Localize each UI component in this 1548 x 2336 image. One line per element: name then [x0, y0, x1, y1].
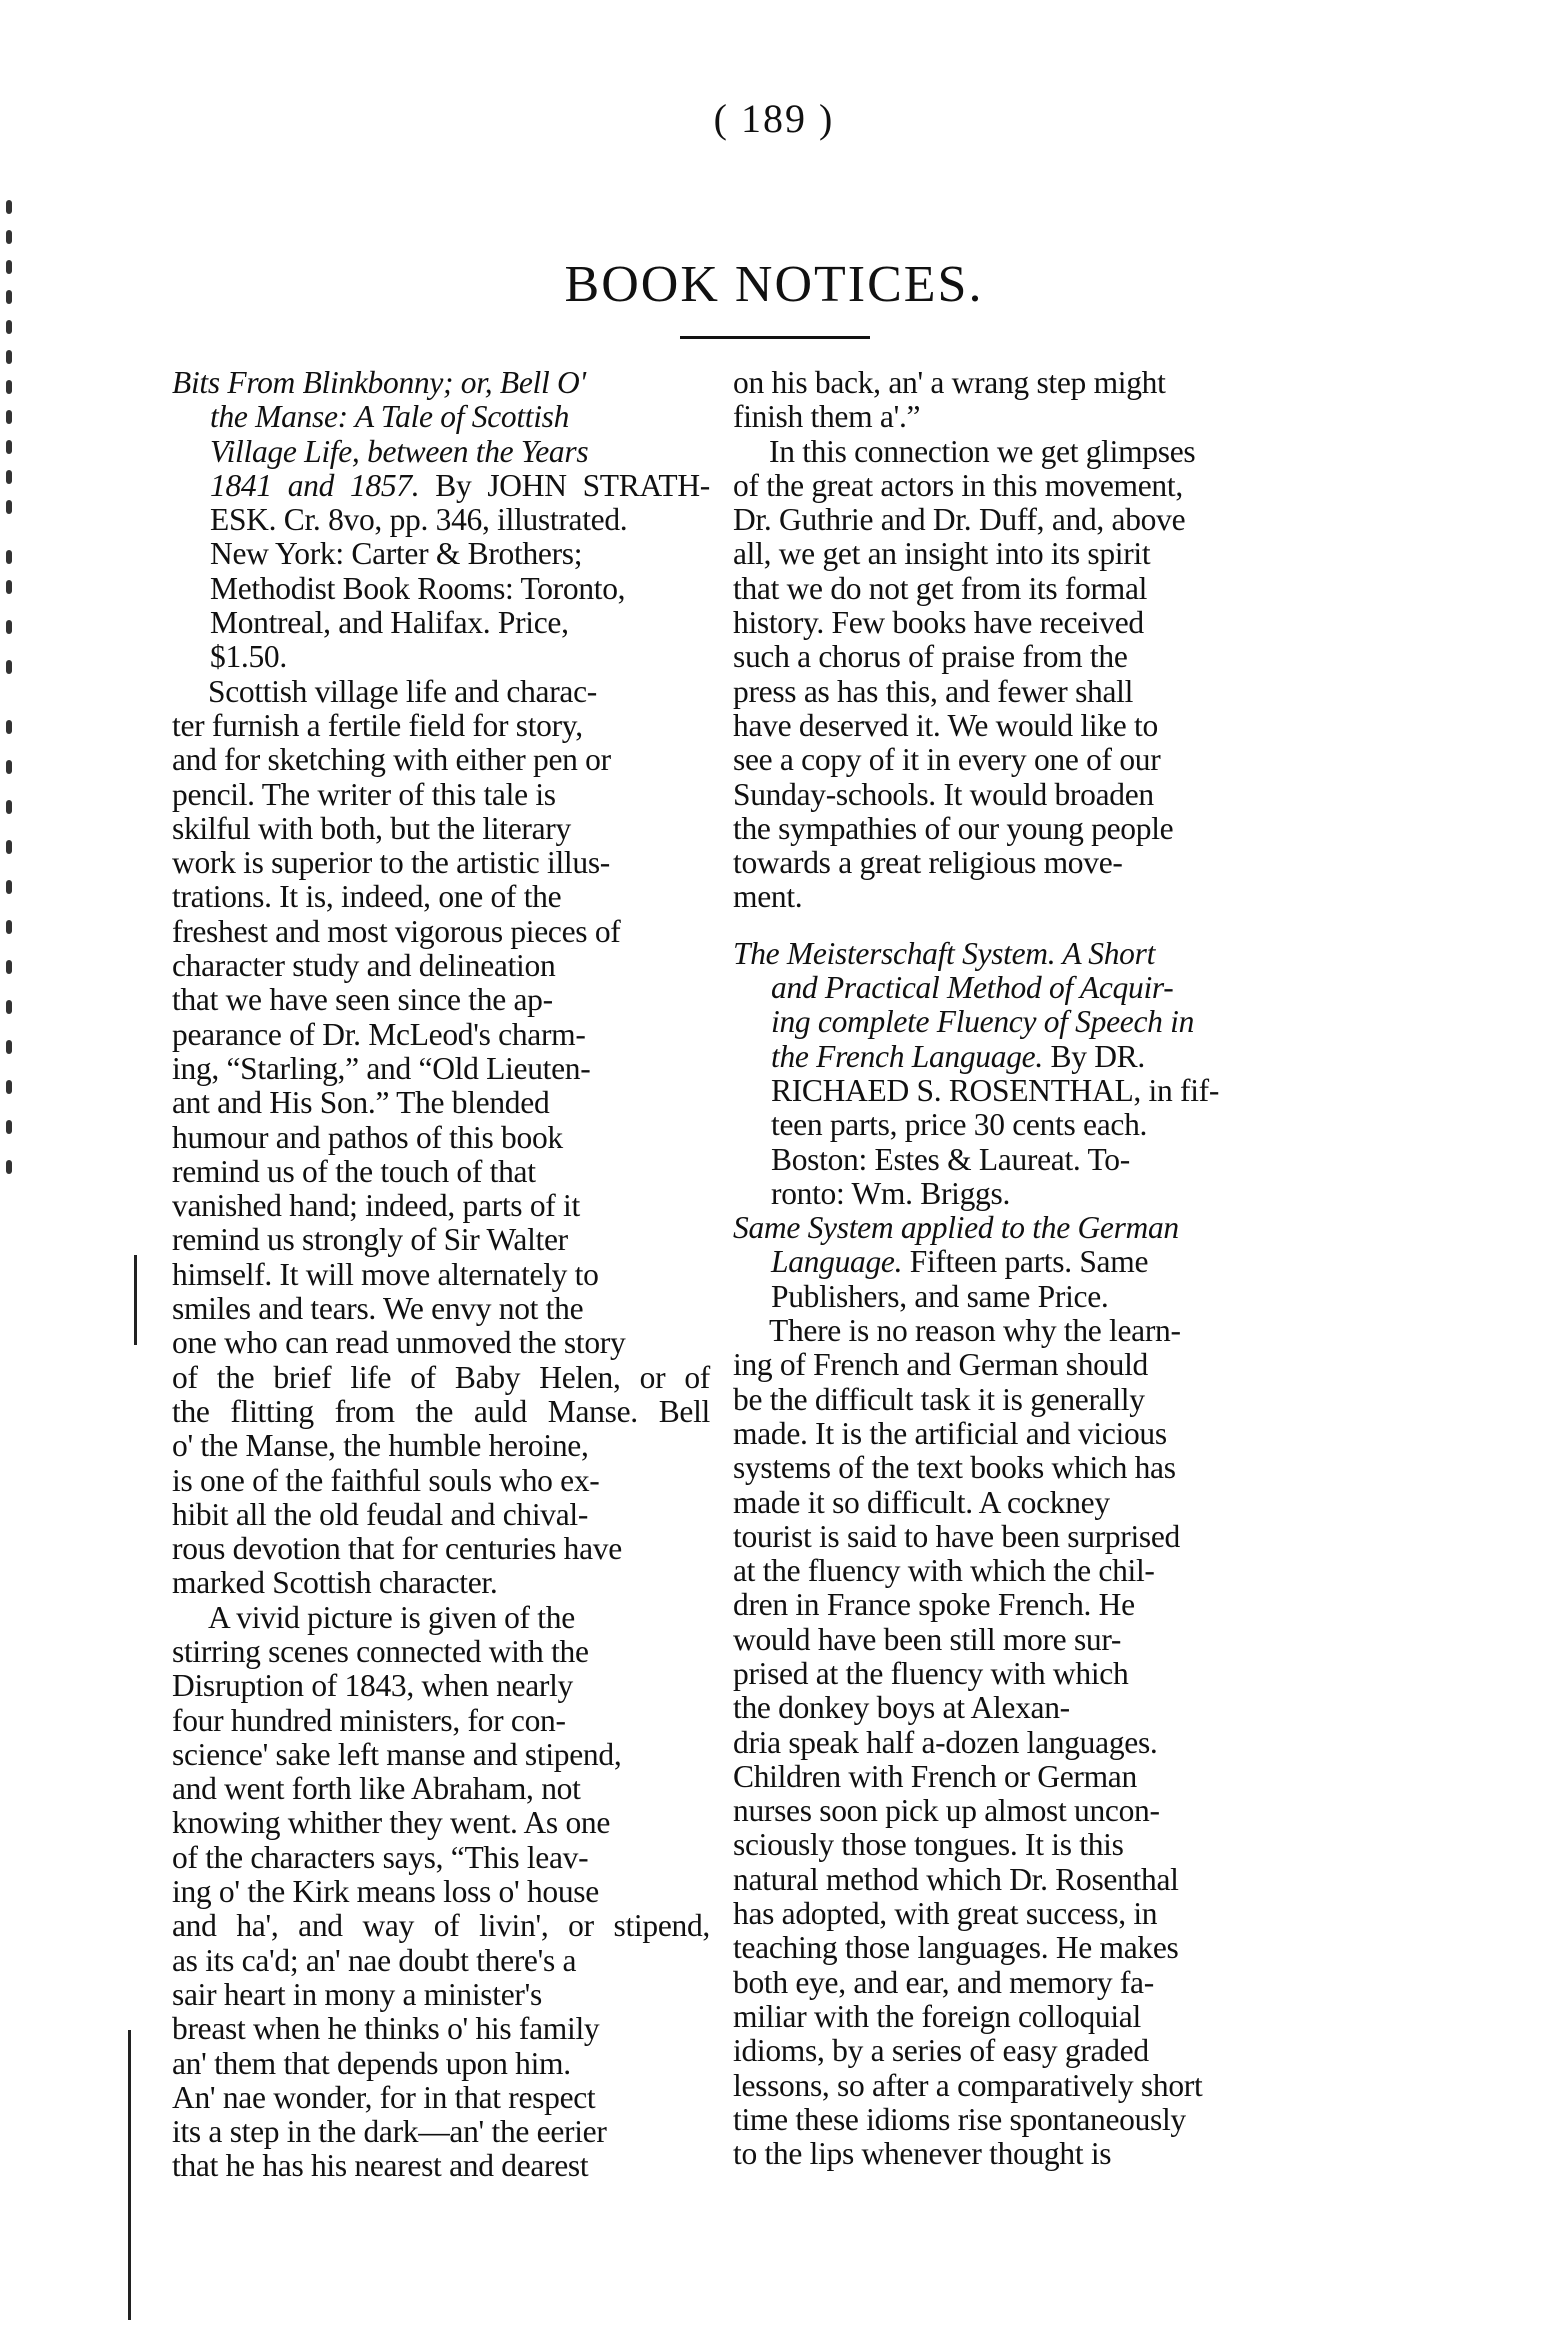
- text-line: trations. It is, indeed, one of the: [172, 879, 562, 915]
- scan-mark: [6, 620, 12, 634]
- text-line: Children with French or German: [733, 1758, 1137, 1794]
- text-line: character study and delineation: [172, 948, 556, 984]
- text-line: and went forth like Abraham, not: [172, 1771, 581, 1807]
- notice-heading-line: New York: Carter & Brothers;: [210, 536, 583, 572]
- scan-mark: [6, 200, 12, 214]
- text-line: dria speak half a-dozen languages.: [733, 1724, 1158, 1760]
- notice-heading-line: Publishers, and same Price.: [771, 1278, 1109, 1314]
- text-line: A vivid picture is given of the: [208, 1599, 575, 1635]
- text-line: science' sake left manse and stipend,: [172, 1736, 622, 1772]
- text-line: idioms, by a series of easy graded: [733, 2033, 1149, 2069]
- scan-mark: [6, 720, 12, 734]
- scan-mark: [6, 290, 12, 304]
- text-line: natural method which Dr. Rosenthal: [733, 1861, 1179, 1897]
- notice-heading-line: Methodist Book Rooms: Toronto,: [210, 570, 626, 606]
- text-line: vanished hand; indeed, parts of it: [172, 1188, 580, 1224]
- text-line: Sunday-schools. It would broaden: [733, 776, 1154, 812]
- text-line: made it so difficult. A cockney: [733, 1484, 1110, 1520]
- notice-heading-line: Bits From Blinkbonny; or, Bell O': [172, 365, 586, 400]
- scan-side-bar: [134, 1255, 137, 1345]
- text-line: as its ca'd; an' nae doubt there's a: [172, 1942, 577, 1978]
- text-line: the donkey boys at Alexan-: [733, 1690, 1070, 1726]
- scan-mark: [6, 1120, 12, 1134]
- scan-mark: [6, 660, 12, 674]
- scan-mark: [6, 920, 12, 934]
- text-line: both eye, and ear, and memory fa-: [733, 1964, 1154, 2000]
- text-line: on his back, an' a wrang step might: [733, 365, 1166, 400]
- text-line: nurses soon pick up almost uncon-: [733, 1793, 1160, 1829]
- scan-mark: [6, 320, 12, 334]
- text-line: would have been still more sur-: [733, 1621, 1122, 1657]
- scan-mark: [6, 230, 12, 244]
- text-line: that he has his nearest and dearest: [172, 2148, 589, 2184]
- text-line: stirring scenes connected with the: [172, 1633, 589, 1669]
- page-number: ( 189 ): [713, 96, 835, 141]
- text-line: hibit all the old feudal and chival-: [172, 1496, 589, 1532]
- scan-mark: [6, 260, 12, 274]
- text-line: and for sketching with either pen or: [172, 742, 611, 778]
- notice-heading-line: The Meisterschaft System. A Short: [733, 935, 1156, 971]
- notice-heading-line: Montreal, and Halifax. Price,: [210, 605, 569, 641]
- text-line: lessons, so after a comparatively short: [733, 2067, 1203, 2103]
- text-line: skilful with both, but the literary: [172, 810, 571, 846]
- text-line: rous devotion that for centuries have: [172, 1531, 622, 1567]
- text-line: have deserved it. We would like to: [733, 707, 1158, 743]
- text-line: pencil. The writer of this tale is: [172, 776, 556, 812]
- title-rule: [680, 336, 870, 339]
- scan-mark: [6, 840, 12, 854]
- text-line: Dr. Guthrie and Dr. Duff, and, above: [733, 502, 1186, 538]
- text-line: An' nae wonder, for in that respect: [172, 2079, 596, 2115]
- text-line: to the lips whenever thought is: [733, 2136, 1112, 2172]
- text-line: pearance of Dr. McLeod's charm-: [172, 1016, 586, 1052]
- text-line: dren in France spoke French. He: [733, 1587, 1135, 1623]
- scan-mark: [6, 1160, 12, 1174]
- text-line: made. It is the artificial and vicious: [733, 1415, 1167, 1451]
- notice-heading-line: the French Language. By DR.: [771, 1038, 1145, 1074]
- notice-heading-line: teen parts, price 30 cents each.: [771, 1107, 1148, 1143]
- text-line: such a chorus of praise from the: [733, 639, 1128, 675]
- text-line: time these idioms rise spontaneously: [733, 2101, 1186, 2137]
- scan-mark: [6, 1080, 12, 1094]
- text-line: finish them a'.”: [733, 399, 921, 435]
- text-line: of the brief life of Baby Helen, or of: [172, 1359, 710, 1395]
- text-line: ant and His Son.” The blended: [172, 1085, 550, 1121]
- text-line: at the fluency with which the chil-: [733, 1553, 1155, 1589]
- text-line: ing, “Starling,” and “Old Lieuten-: [172, 1050, 591, 1086]
- text-line: all, we get an insight into its spirit: [733, 536, 1151, 572]
- text-line: ment.: [733, 879, 803, 915]
- text-line: its a step in the dark—an' the eerier: [172, 2114, 607, 2150]
- text-line: himself. It will move alternately to: [172, 1256, 599, 1292]
- text-line: four hundred ministers, for con-: [172, 1702, 566, 1738]
- scan-mark: [6, 760, 12, 774]
- text-line: ing of French and German should: [733, 1347, 1148, 1383]
- scan-mark: [6, 350, 12, 364]
- text-line: be the difficult task it is generally: [733, 1381, 1145, 1417]
- text-line: history. Few books have received: [733, 605, 1144, 641]
- scan-mark: [6, 500, 12, 514]
- text-line: There is no reason why the learn-: [769, 1313, 1181, 1349]
- scan-mark: [6, 1040, 12, 1054]
- text-line: remind us of the touch of that: [172, 1153, 536, 1189]
- notice-heading-line: and Practical Method of Acquir-: [771, 970, 1174, 1006]
- paragraph-gap: [733, 915, 1299, 937]
- text-line: marked Scottish character.: [172, 1565, 498, 1601]
- text-line: systems of the text books which has: [733, 1450, 1176, 1486]
- notice-heading-line: ronto: Wm. Briggs.: [771, 1175, 1011, 1211]
- text-line: one who can read unmoved the story: [172, 1325, 626, 1361]
- scan-mark: [6, 440, 12, 454]
- text-line: remind us strongly of Sir Walter: [172, 1222, 568, 1258]
- notice-heading-line: ing complete Fluency of Speech in: [771, 1004, 1195, 1040]
- scan-mark: [6, 880, 12, 894]
- text-line: see a copy of it in every one of our: [733, 742, 1161, 778]
- notice-heading-line: $1.50.: [210, 639, 287, 675]
- text-line: has adopted, with great success, in: [733, 1896, 1158, 1932]
- text-line: smiles and tears. We envy not the: [172, 1291, 584, 1327]
- text-line: In this connection we get glimpses: [769, 433, 1196, 469]
- text-line: the sympathies of our young people: [733, 810, 1174, 846]
- scan-side-bar: [128, 2030, 131, 2320]
- scan-mark: [6, 550, 12, 564]
- notice-heading-line: Village Life, between the Years: [210, 433, 589, 469]
- notice-heading-line: ESK. Cr. 8vo, pp. 346, illustrated.: [210, 502, 628, 538]
- text-line: knowing whither they went. As one: [172, 1805, 611, 1841]
- text-line: press as has this, and fewer shall: [733, 673, 1134, 709]
- text-line: an' them that depends upon him.: [172, 2045, 571, 2081]
- notice-heading-line: Language. Fifteen parts. Same: [771, 1244, 1149, 1280]
- text-line: the flitting from the auld Manse. Bell: [172, 1393, 710, 1429]
- text-line: humour and pathos of this book: [172, 1119, 563, 1155]
- scan-mark: [6, 800, 12, 814]
- text-line: that we have seen since the ap-: [172, 982, 553, 1018]
- scan-mark: [6, 380, 12, 394]
- text-line: breast when he thinks o' his family: [172, 2011, 600, 2047]
- scan-mark: [6, 1000, 12, 1014]
- right-column: [733, 366, 1299, 2171]
- text-line: Scottish village life and charac-: [208, 673, 597, 709]
- text-line: sair heart in mony a minister's: [172, 1976, 542, 2012]
- text-line: and ha', and way of livin', or stipend,: [172, 1908, 710, 1944]
- scan-mark: [6, 410, 12, 424]
- text-line: towards a great religious move-: [733, 845, 1123, 881]
- text-line: freshest and most vigorous pieces of: [172, 913, 621, 949]
- left-column: [172, 366, 710, 2184]
- text-line: tourist is said to have been surprised: [733, 1518, 1181, 1554]
- scan-mark: [6, 960, 12, 974]
- notice-heading-line: RICHAED S. ROSENTHAL, in fif-: [771, 1072, 1220, 1108]
- notice-heading-line: Same System applied to the German: [733, 1210, 1179, 1246]
- scan-mark: [6, 580, 12, 594]
- notice-heading-line: the Manse: A Tale of Scottish: [210, 399, 570, 435]
- text-line: miliar with the foreign colloquial: [733, 1998, 1141, 2034]
- text-line: o' the Manse, the humble heroine,: [172, 1428, 589, 1464]
- scan-mark: [6, 470, 12, 484]
- text-line: teaching those languages. He makes: [733, 1930, 1179, 1966]
- text-line: ter furnish a fertile field for story,: [172, 707, 583, 743]
- text-line: of the characters says, “This leav-: [172, 1839, 589, 1875]
- text-line: ing o' the Kirk means loss o' house: [172, 1874, 599, 1910]
- text-line: work is superior to the artistic illus-: [172, 845, 610, 881]
- text-line: that we do not get from its formal: [733, 570, 1148, 606]
- notice-heading-line: Boston: Estes & Laureat. To-: [771, 1141, 1130, 1177]
- text-line: prised at the fluency with which: [733, 1655, 1129, 1691]
- notice-heading-line: 1841 and 1857. By JOHN STRATH-: [210, 467, 710, 503]
- text-line: is one of the faithful souls who ex-: [172, 1462, 600, 1498]
- text-line: of the great actors in this movement,: [733, 467, 1183, 503]
- text-line: Disruption of 1843, when nearly: [172, 1668, 574, 1704]
- section-title: BOOK NOTICES.: [564, 256, 984, 313]
- text-line: sciously those tongues. It is this: [733, 1827, 1124, 1863]
